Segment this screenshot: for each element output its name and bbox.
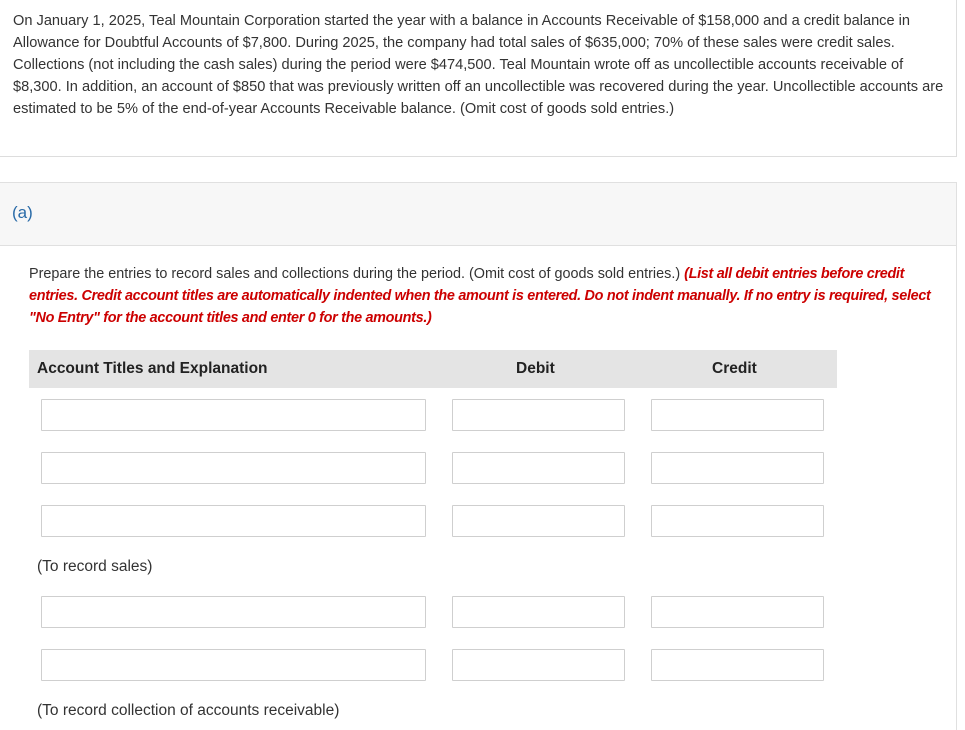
credit-amount-input[interactable] — [651, 452, 824, 484]
account-title-input[interactable] — [41, 505, 426, 537]
part-header — [0, 182, 957, 246]
account-title-input[interactable] — [41, 596, 426, 628]
credit-column-header: Credit — [712, 360, 757, 377]
instruction-note: (List all debit entries before credit entries. Credit account titles are automatically indented when the amount is entered. Do not indent manually. If no entry is required, select "No Entry" for the account titles and enter 0 for the amounts.) — [29, 266, 931, 326]
credit-amount-input[interactable] — [651, 505, 824, 537]
account-column-header: Account Titles and Explanation — [37, 360, 268, 377]
credit-amount-input[interactable] — [651, 596, 824, 628]
debit-amount-input[interactable] — [452, 505, 625, 537]
journal-table-header — [29, 350, 837, 388]
entry-memo: (To record sales) — [37, 558, 153, 575]
account-title-input[interactable] — [41, 399, 426, 431]
debit-amount-input[interactable] — [452, 452, 625, 484]
instructions — [29, 263, 939, 329]
entry-memo: (To record collection of accounts receivable) — [37, 702, 340, 719]
problem-text: On January 1, 2025, Teal Mountain Corporation started the year with a balance in Accounts Receivable of $158,000 and a credit balance in Allowance for Doubtful Accounts of $7,800. During 2025, the company had total sales of $635,000; 70% of these sales were credit sales. Collections (not including the cash sales) during the period were $474,500. Teal Mountain wrote off as uncollectible accounts receivable of $8,300. In addition, an account of $850 that was previously written off an uncollectible was recovered during the year. Uncollectible accounts are estimated to be 5% of the end-of-year Accounts Receivable balance. (Omit cost of goods sold entries.) — [13, 13, 944, 117]
account-title-input[interactable] — [41, 452, 426, 484]
debit-amount-input[interactable] — [452, 399, 625, 431]
credit-amount-input[interactable] — [651, 649, 824, 681]
account-title-input[interactable] — [41, 649, 426, 681]
debit-column-header: Debit — [516, 360, 555, 377]
credit-amount-input[interactable] — [651, 399, 824, 431]
instruction-text: Prepare the entries to record sales and collections during the period. (Omit cost of goods sold entries.) — [29, 266, 681, 282]
debit-amount-input[interactable] — [452, 596, 625, 628]
part-label: (a) — [12, 203, 33, 222]
debit-amount-input[interactable] — [452, 649, 625, 681]
problem-statement-box — [0, 0, 957, 157]
